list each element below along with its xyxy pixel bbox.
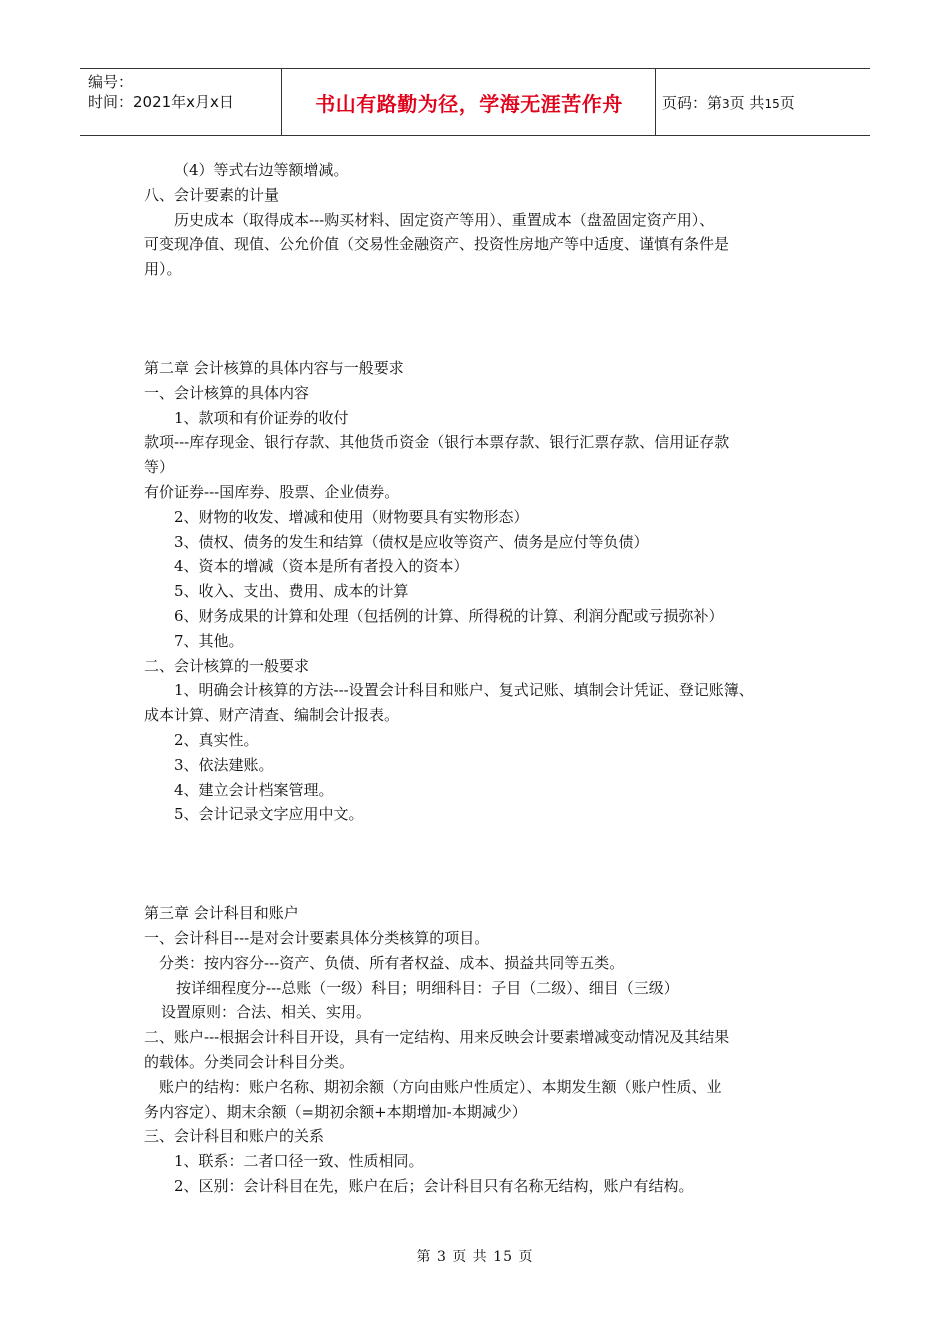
- header-page-number: [662, 92, 795, 113]
- chapter-heading: 第三章 会计科目和账户: [144, 904, 299, 923]
- section-heading: 二、账户---根据会计科目开设，具有一定结构、用来反映会计要素增减变动情况及其结果: [144, 1028, 730, 1047]
- paragraph: 设置原则：合法、相关、实用。: [161, 1003, 372, 1022]
- list-item: 5、收入、支出、费用、成本的计算: [174, 582, 409, 601]
- page-current: 3: [722, 97, 730, 111]
- paragraph: 务内容定）、期末余额（=期初余额+本期增加-本期减少）: [144, 1102, 527, 1121]
- header-top-border: [80, 68, 870, 69]
- chapter-heading: 第二章 会计核算的具体内容与一般要求: [144, 358, 404, 377]
- list-item: 2、真实性。: [174, 730, 259, 749]
- section-heading: 一、会计核算的具体内容: [144, 383, 310, 402]
- header-meta: [88, 72, 234, 112]
- page-total: 15: [764, 97, 780, 111]
- paragraph: 有价证券---国库券、股票、企业债券。: [144, 482, 400, 501]
- document-body: [144, 158, 824, 1199]
- list-item: 1、款项和有价证券的收付: [174, 408, 349, 427]
- page-suffix: 页: [779, 94, 795, 112]
- paragraph: 账户的结构：账户名称、期初余额（方向由账户性质定）、本期发生额（账户性质、业: [159, 1077, 722, 1096]
- list-item: 2、区别：会计科目在先，账户在后；会计科目只有名称无结构，账户有结构。: [174, 1176, 694, 1195]
- paragraph: 可变现净值、现值、公允价值（交易性金融资产、投资性房地产等中适度、谨慎有条件是: [144, 235, 730, 254]
- code-label: 编号：: [88, 73, 134, 91]
- paragraph: 成本计算、财产清查、编制会计报表。: [144, 706, 400, 725]
- list-item: 4、建立会计档案管理。: [174, 780, 334, 799]
- list-item: 3、债权、债务的发生和结算（债权是应收等资产、债务是应付等负债）: [174, 532, 649, 551]
- paragraph: 历史成本（取得成本---购买材料、固定资产等用）、重置成本（盘盈固定资产用）、: [174, 210, 715, 229]
- list-item: 4、资本的增减（资本是所有者投入的资本）: [174, 557, 469, 576]
- paragraph: 用）。: [144, 260, 182, 279]
- paragraph: 分类：按内容分---资产、负债、所有者权益、成本、损益共同等五类。: [159, 953, 625, 972]
- paragraph: 等）: [144, 458, 175, 477]
- time-label: 时间：2021年x月x日: [88, 93, 234, 111]
- section-heading: 八、会计要素的计量: [144, 185, 280, 204]
- section-heading: 三、会计科目和账户的关系: [144, 1127, 325, 1146]
- header-bottom-border: [80, 135, 870, 136]
- paragraph: 按详细程度分---总账（一级）科目；明细科目：子目（二级）、细目（三级）: [176, 978, 679, 997]
- list-item: 2、财物的收发、增减和使用（财物要具有实物形态）: [174, 507, 529, 526]
- list-item: 6、财务成果的计算和处理（包括例的计算、所得税的计算、利润分配或亏损弥补）: [174, 606, 724, 625]
- page-prefix: 页码：第: [662, 94, 723, 112]
- paragraph: 款项---库存现金、银行存款、其他货币资金（银行本票存款、银行汇票存款、信用证存款: [144, 433, 730, 452]
- paragraph: （4）等式右边等额增减。: [174, 161, 349, 179]
- header-motto: 书山有路勤为径，学海无涯苦作舟: [315, 92, 623, 116]
- header-divider-left: [281, 69, 282, 135]
- list-item: 5、会计记录文字应用中文。: [174, 805, 364, 824]
- list-item: 7、其他。: [174, 631, 244, 650]
- paragraph: 的载体。分类同会计科目分类。: [144, 1052, 355, 1071]
- page-mid: 页 共: [729, 94, 765, 112]
- section-heading: 一、会计科目---是对会计要素具体分类核算的项目。: [144, 928, 490, 947]
- list-item: 1、明确会计核算的方法---设置会计科目和账户、复式记账、填制会计凭证、登记账簿、: [174, 681, 754, 700]
- page-footer: 第 3 页 共 15 页: [416, 1249, 534, 1265]
- list-item: 1、联系：二者口径一致、性质相同。: [174, 1152, 424, 1171]
- header-divider-right: [655, 69, 656, 135]
- section-heading: 二、会计核算的一般要求: [144, 656, 310, 675]
- list-item: 3、依法建账。: [174, 755, 274, 774]
